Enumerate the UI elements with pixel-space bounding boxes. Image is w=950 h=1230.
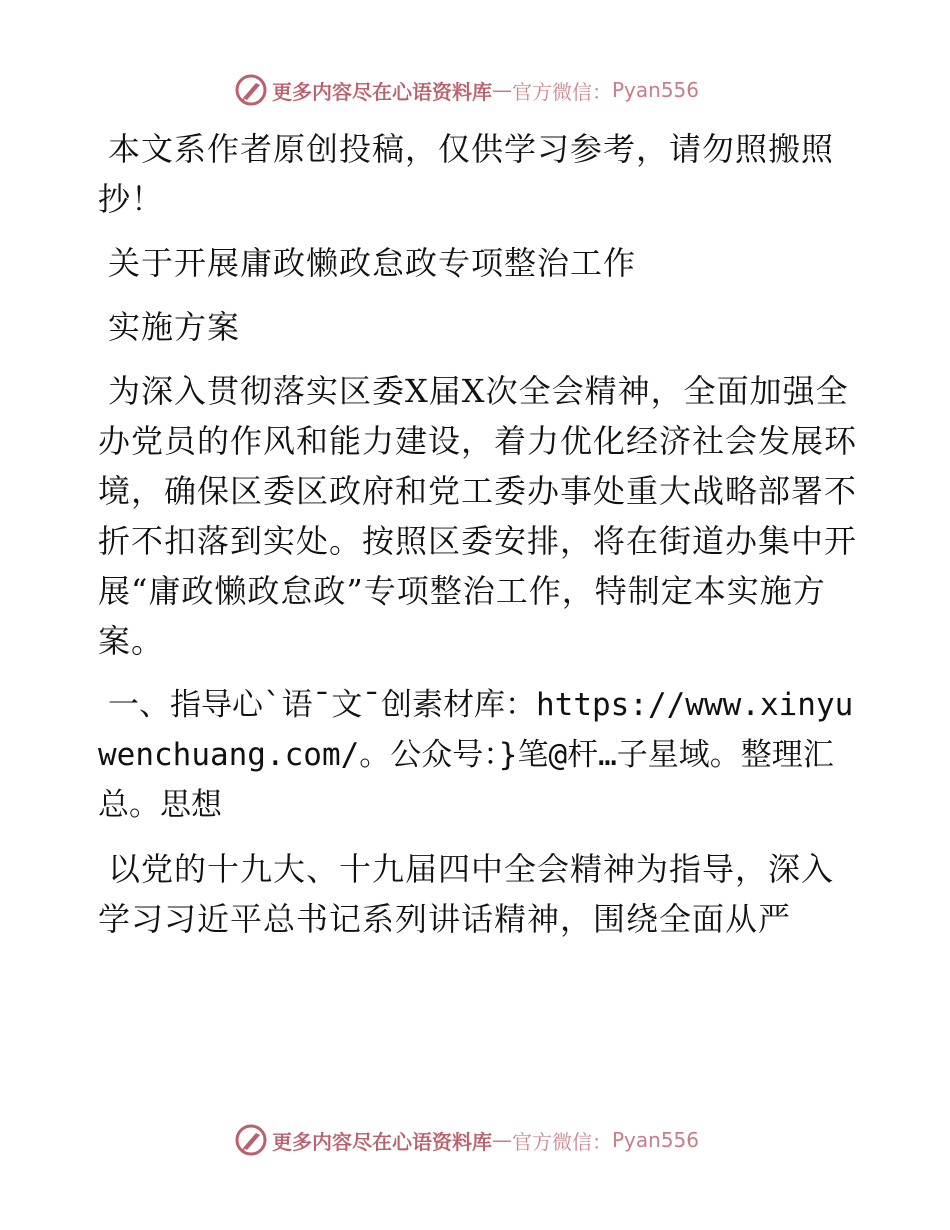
watermark-label: 官方微信： xyxy=(512,1129,612,1154)
watermark-dash: — xyxy=(492,78,512,102)
footer-watermark xyxy=(234,1122,699,1158)
document-body xyxy=(98,124,858,958)
paragraph-subtitle: 实施方案 xyxy=(108,308,241,346)
watermark-dash: — xyxy=(492,1128,512,1152)
watermark-label: 官方微信： xyxy=(512,79,612,104)
header-watermark xyxy=(234,72,699,108)
watermark-wechat-id: Pyan556 xyxy=(612,1128,700,1152)
quill-logo-icon xyxy=(234,73,268,107)
watermark-brand: 更多内容尽在心语资料库 xyxy=(272,1129,492,1154)
paragraph-disclaimer: 本文系作者原创投稿，仅供学习参考，请勿照搬照抄！ xyxy=(98,130,835,218)
paragraph-title: 关于开展庸政懒政怠政专项整治工作 xyxy=(108,244,637,282)
watermark-brand: 更多内容尽在心语资料库 xyxy=(272,79,492,104)
paragraph-section-one: 一、指导心`语¯文¯创素材库：https://www.xinyuwenchuang.com/。公众号：}笔@杆…子星域。整理汇总。思想 xyxy=(98,687,854,823)
paragraph-guidance: 以党的十九大、十九届四中全会精神为指导，深入学习习近平总书记系列讲话精神，围绕全面从严 xyxy=(98,850,835,938)
watermark-wechat-id: Pyan556 xyxy=(612,78,700,102)
paragraph-intro: 为深入贯彻落实区委X届X次全会精神，全面加强全办党员的作风和能力建设，着力优化经济社会发展环境，确保区委区政府和党工委办事处重大战略部署不折不扣落到实处。按照区委安排，将在街道办集中开展“庸政懒政怠政”专项整治工作，特制定本实施方案。 xyxy=(98,372,858,660)
quill-logo-icon xyxy=(234,1123,268,1157)
